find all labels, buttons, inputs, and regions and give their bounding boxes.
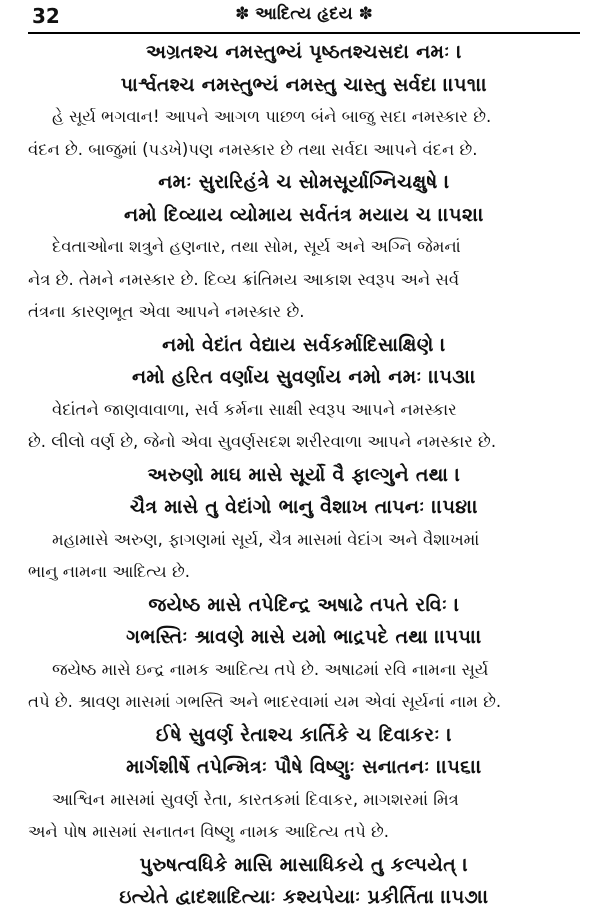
verse-55 — [28, 589, 580, 654]
translation-line: મહામાસે અરુણ, ફાગણમાં સૂર્ય, ચૈત્ર માસમાં વેદાંગ અને વૈશાખમાં — [52, 529, 480, 549]
translation-53 — [28, 394, 580, 459]
translation-line: વેદાંતને જાણવાવાળા, સર્વ કર્મના સાક્ષી સ્વરૂપ આપને નમસ્કાર — [52, 399, 457, 419]
translation-line: તંત્રના કારણભૂત એવા આપને નમસ્કાર છે. — [28, 302, 305, 321]
translation-line: દેવતાઓના શત્રુને હણનાર, તથા સોમ, સૂર્ય અને અગ્નિ જેમનાં — [52, 237, 461, 256]
verse-line: પુરુષત્વધિકે માસિ માસાધિકયે તુ કલ્પયેત્ । — [139, 853, 469, 876]
translation-52 — [28, 231, 580, 329]
translation-54 — [28, 524, 580, 589]
verse-line: જયેષ્ઠ માસે તપેદિન્દ્ર અષાઢે તપતે રવિઃ । — [148, 593, 460, 616]
verse-line: માર્ગશીર્ષે તપેન્મિત્રઃ પૌષે વિષ્ણુઃ સનાતનઃ ।।૫૬।। — [126, 756, 482, 778]
verse-line: ચૈત્ર માસે તુ વેદાંગો ભાનુ વૈશાખ તાપનઃ ।।૫૪।। — [129, 496, 479, 518]
translation-51 — [28, 101, 580, 166]
verse-56 — [28, 719, 580, 784]
verse-52 — [28, 166, 580, 231]
translation-line: છે. લીલો વર્ણ છે, જેનો એવા સુવર્ણસદશ શરીરવાળા આપને નમસ્કાર છે. — [28, 432, 497, 451]
verse-line: ગભસ્તિઃ શ્રાવણે માસે યમો ભાદ્રપદે તથા ।।૫૫।। — [126, 626, 482, 648]
translation-line: નેત્ર છે. તેમને નમસ્કાર છે. દિવ્ય ક્રાંતિમય આકાશ સ્વરૂપ અને સર્વ — [28, 269, 460, 289]
verse-line: ઇત્યેતે દ્વાદશાદિત્યાઃ કશ્યપેયાઃ પ્રકીર્તિતા ।।૫૭।। — [119, 886, 489, 908]
verse-51 — [28, 36, 580, 101]
translation-line: તપે છે. શ્રાવણ માસમાં ગભસ્તિ અને ભાદરવામાં યમ એવાં સૂર્યનાં નામ છે. — [28, 692, 502, 711]
translation-line: અને પોષ માસમાં સનાતન વિષ્ણુ નામક આદિત્ય તપે છે. — [28, 822, 390, 841]
running-title: ✽ આદિત્ય હૃદય ✽ — [235, 4, 373, 24]
verse-54 — [28, 459, 580, 524]
translation-line: હે સૂર્ય ભગવાન! આપને આગળ પાછળ બંને બાજુ સદા નમસ્કાર છે. — [52, 107, 492, 126]
translation-line: આશ્વિન માસમાં સુવર્ણ રેતા, કારતકમાં દિવાકર, માગશરમાં મિત્ર — [52, 789, 459, 809]
page-header — [28, 0, 580, 36]
verse-line: પાર્શ્વતશ્ચ નમસ્તુભ્યં નમસ્તુ ચાસ્તુ સર્વદા ।।૫૧।। — [120, 73, 488, 96]
page-number: 32 — [32, 4, 60, 28]
translation-line: વંદન છે. બાજુમાં (પડખે)પણ નમસ્કાર છે તથા સર્વદા આપને વંદન છે. — [28, 139, 478, 159]
translation-line: ભાનુ નામના આદિત્ય છે. — [28, 562, 190, 581]
verse-line: અગ્રતશ્ચ નમસ્તુભ્યં પૃષ્ઠતશ્ચસદા નમઃ । — [145, 41, 463, 63]
verse-line: નમો હરિત વર્ણાય સુવર્ણાય નમો નમઃ ।।૫૩।। — [131, 366, 477, 388]
verse-line: ઈષે સુવર્ણ રેતાશ્ચ કાર્તિકે ચ દિવાકરઃ । — [155, 723, 453, 746]
translation-line: જયેષ્ઠ માસે ઇન્દ્ર નામક આદિત્ય તપે છે. અષાઢમાં રવિ નામના સૂર્ય — [52, 659, 489, 679]
verse-line: નમો વેદાંત વેદ્યાય સર્વકર્માદિસાક્ષિણે । — [162, 333, 446, 356]
verse-line: અરુણો માઘ માસે સૂર્યો વૈ ફાલ્ગુને તથા । — [147, 463, 461, 486]
verse-line: નમઃ સુરારિહંત્રે ચ સોમસૂર્યાગ્નિચક્ષુષે । — [158, 171, 450, 193]
verse-53 — [28, 329, 580, 394]
header-rule — [28, 32, 580, 34]
verse-57 — [28, 849, 580, 914]
verse-line: નમો દિવ્યાય વ્યોમાય સર્વતંત્ર મયાય ચ ।।૫૨।। — [123, 203, 485, 226]
translation-55 — [28, 654, 580, 719]
translation-56 — [28, 784, 580, 849]
